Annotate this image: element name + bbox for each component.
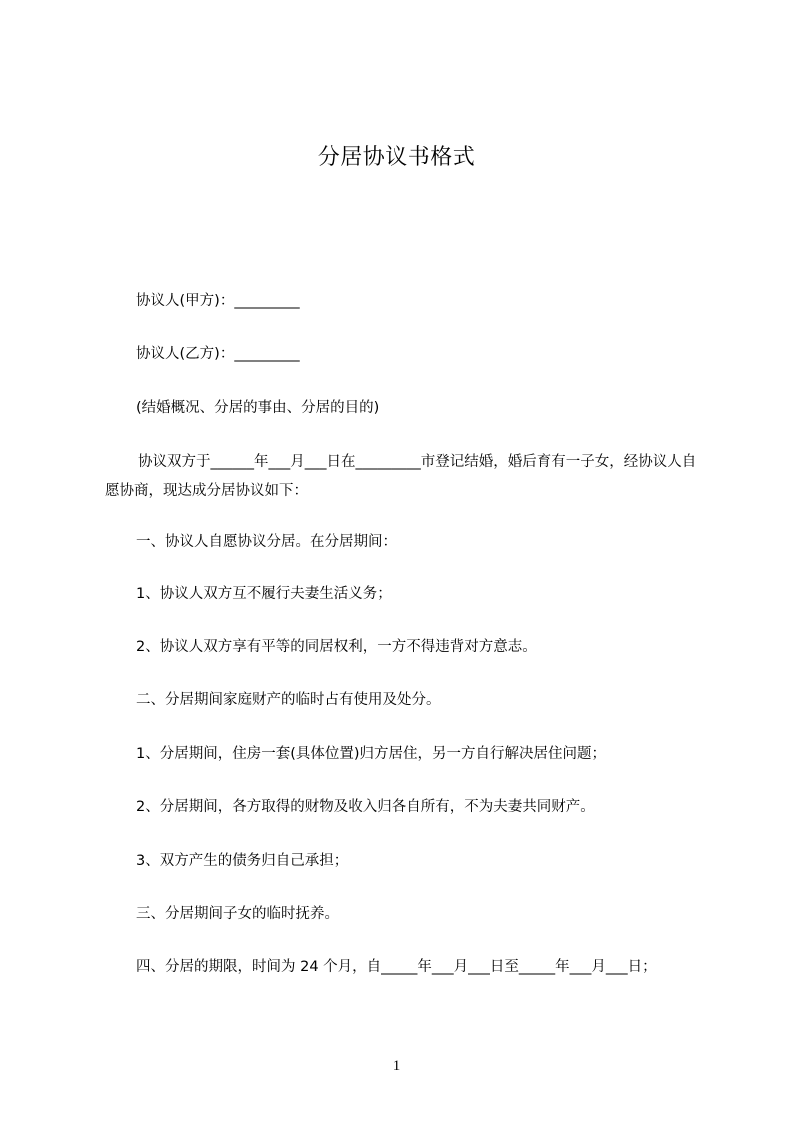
section-1-item-1: 1、协议人双方互不履行夫妻生活义务； [136,586,392,602]
section-2-heading: 二、分居期间家庭财产的临时占有使用及处分。 [136,692,441,708]
section-2-item-2: 2、分居期间，各方取得的财物及收入归各自所有，不为夫妻共同财产。 [136,799,595,815]
section-1-heading: 一、协议人自愿协议分居。在分居期间： [136,534,397,550]
section-4-heading: 四、分居的期限，时间为 24 个月，自_____年___月___日至_____年___月___日； [136,959,657,975]
party-a-line: 协议人(甲方)：_________ [136,293,300,309]
section-2-item-1: 1、分居期间，住房一套(具体位置)归方居住，另一方自行解决居住问题； [136,746,607,762]
intro-paragraph: 协议双方于______年___月___日在_________市登记结婚，婚后育有一子女，经协议人自愿协商，现达成分居协议如下： [105,454,697,499]
section-2-item-3: 3、双方产生的债务归自己承担； [136,853,349,869]
section-3-heading: 三、分居期间子女的临时抚养。 [136,906,339,922]
document-title: 分居协议书格式 [317,145,476,170]
page-number: 1 [392,1058,401,1074]
section-1-item-2: 2、协议人双方享有平等的同居权利，一方不得违背对方意志。 [136,639,537,655]
party-b-line: 协议人(乙方)：_________ [136,346,300,362]
marriage-note: (结婚概况、分居的事由、分居的目的) [136,400,380,416]
